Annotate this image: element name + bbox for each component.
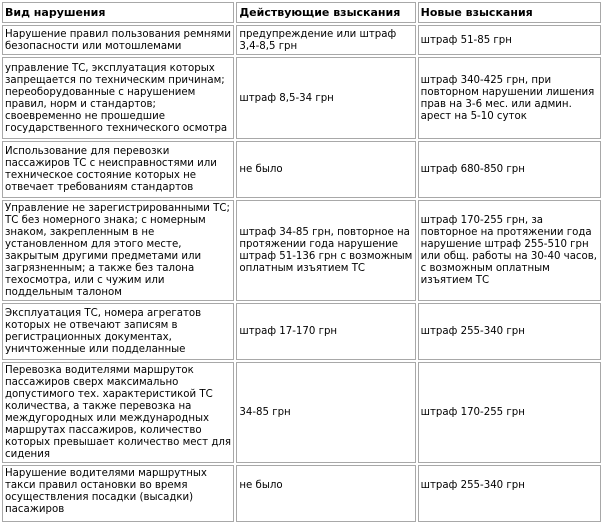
new-penalty-cell: штраф 680-850 грн	[418, 141, 601, 198]
current-penalty-cell: штраф 17-170 грн	[236, 303, 415, 360]
new-penalty-cell: штраф 170-255 грн	[418, 362, 601, 463]
header-row	[2, 2, 601, 23]
header-violation: Вид нарушения	[2, 2, 234, 23]
violation-cell: Нарушение водителями маршрутных такси правил остановки во время осуществления посадки (высадки) пасажиров	[2, 465, 234, 522]
violation-cell: Нарушение правил пользования ремнями безопасности или мотошлемами	[2, 25, 234, 55]
violation-cell: управление ТС, эксплуатация которых запрещается по техническим причинам; переоборудованные с нарушением правил, норм и стандартов; своевременно не прошедшие государственного технического осмотра	[2, 57, 234, 139]
table-row	[2, 200, 601, 301]
table-row	[2, 465, 601, 522]
new-penalty-cell: штраф 51-85 грн	[418, 25, 601, 55]
violation-cell: Использование для перевозки пассажиров ТС с неисправностями или техническое состояние которых не отвечает требованиям стандартов	[2, 141, 234, 198]
table-row	[2, 25, 601, 55]
current-penalty-cell: 34-85 грн	[236, 362, 415, 463]
table-row	[2, 303, 601, 360]
table-row	[2, 362, 601, 463]
violation-cell: Управление не зарегистрированными ТС; ТС без номерного знака; с номерным знаком, закрепленным в не установленном для этого месте, закрытым другими предметами или загрязненным; а также без талона техосмотра, или с чужим или поддельным талоном	[2, 200, 234, 301]
current-penalty-cell: предупреждение или штраф 3,4-8,5 грн	[236, 25, 415, 55]
new-penalty-cell: штраф 255-340 грн	[418, 465, 601, 522]
new-penalty-cell: штраф 340-425 грн, при повторном нарушении лишения прав на 3-6 мес. или админ. арест на 5-10 суток	[418, 57, 601, 139]
header-current-penalties: Действующие взыскания	[236, 2, 415, 23]
current-penalty-cell: штраф 34-85 грн, повторное на протяжении года нарушение штраф 51-136 грн с возможным оплатным изъятием ТС	[236, 200, 415, 301]
new-penalty-cell: штраф 170-255 грн, за повторное на протяжении года нарушение штраф 255-510 грн или общ. работы на 30-40 часов, с возможным оплатным изъятием ТС	[418, 200, 601, 301]
current-penalty-cell: штраф 8,5-34 грн	[236, 57, 415, 139]
violation-cell: Перевозка водителями маршруток пассажиров сверх максимально допустимого тех. характеристикой ТС количества, а также перевозка на междугородных или международных маршрутах пассажиров, количество которых превышает количество мест для сидения	[2, 362, 234, 463]
violation-cell: Эксплуатация ТС, номера агрегатов которых не отвечают записям в регистрационных документах, уничтоженные или подделанные	[2, 303, 234, 360]
header-new-penalties: Новые взыскания	[418, 2, 601, 23]
current-penalty-cell: не было	[236, 465, 415, 522]
current-penalty-cell: не было	[236, 141, 415, 198]
table-row	[2, 57, 601, 139]
table-row	[2, 141, 601, 198]
new-penalty-cell: штраф 255-340 грн	[418, 303, 601, 360]
